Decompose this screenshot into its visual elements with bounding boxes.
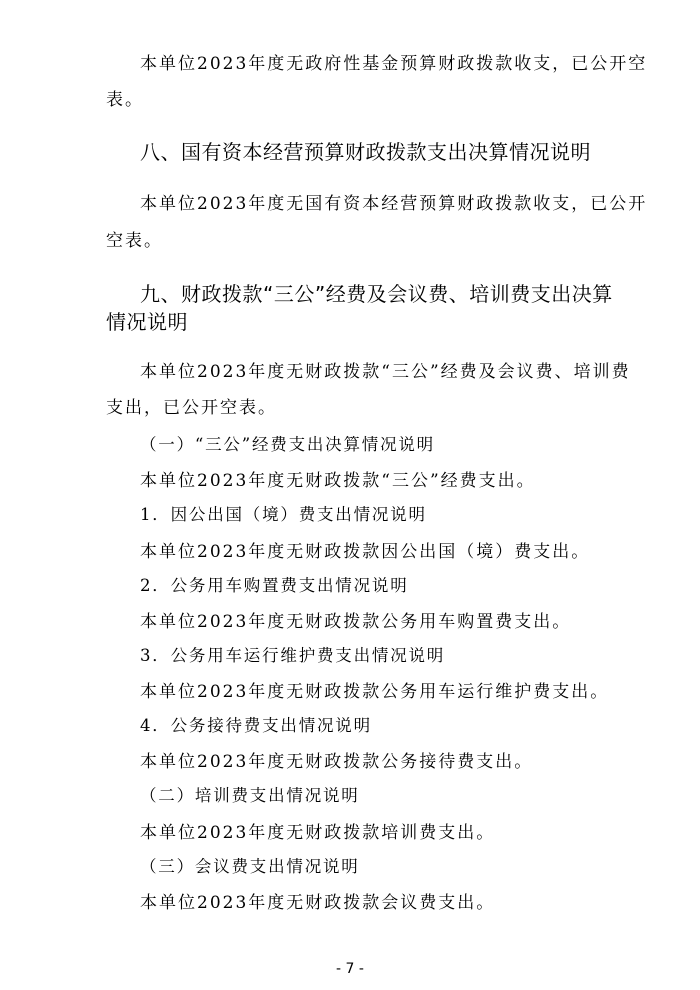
paragraph-line: 本单位2023年度无财政拨款“三公”经费及会议费、培训费 [140, 362, 631, 382]
paragraph-line: 表。 [106, 90, 144, 110]
paragraph-line: 支出，已公开空表。 [106, 398, 277, 418]
paragraph-line: 本单位2023年度无财政拨款“三公”经费支出。 [140, 471, 536, 491]
subsection-heading: （三）会议费支出情况说明 [140, 857, 360, 876]
paragraph-line: 本单位2023年度无财政拨款因公出国（境）费支出。 [140, 542, 591, 562]
paragraph-line: 本单位2023年度无财政拨款会议费支出。 [140, 893, 496, 913]
paragraph-line: 本单位2023年度无财政拨款公务用车运行维护费支出。 [140, 682, 610, 702]
paragraph-line: 空表。 [106, 231, 163, 251]
subsection-heading: 2．公务用车购置费支出情况说明 [140, 576, 409, 595]
section-heading: 情况说明 [106, 310, 188, 334]
subsection-heading: 1．因公出国（境）费支出情况说明 [140, 505, 427, 524]
page-number: - 7 - [336, 961, 364, 977]
paragraph-line: 本单位2023年度无财政拨款培训费支出。 [140, 823, 496, 843]
subsection-heading: （一）“三公”经费支出决算情况说明 [140, 435, 435, 454]
paragraph-line: 本单位2023年度无国有资本经营预算财政拨款收支，已公开 [140, 194, 648, 214]
paragraph-line: 本单位2023年度无政府性基金预算财政拨款收支，已公开空 [140, 54, 648, 74]
section-heading: 九、财政拨款“三公”经费及会议费、培训费支出决算 [140, 282, 613, 306]
section-heading: 八、国有资本经营预算财政拨款支出决算情况说明 [140, 140, 591, 164]
subsection-heading: 4．公务接待费支出情况说明 [140, 716, 372, 735]
subsection-heading: 3．公务用车运行维护费支出情况说明 [140, 646, 446, 665]
paragraph-line: 本单位2023年度无财政拨款公务接待费支出。 [140, 752, 534, 772]
subsection-heading: （二）培训费支出情况说明 [140, 786, 360, 805]
paragraph-line: 本单位2023年度无财政拨款公务用车购置费支出。 [140, 612, 572, 632]
